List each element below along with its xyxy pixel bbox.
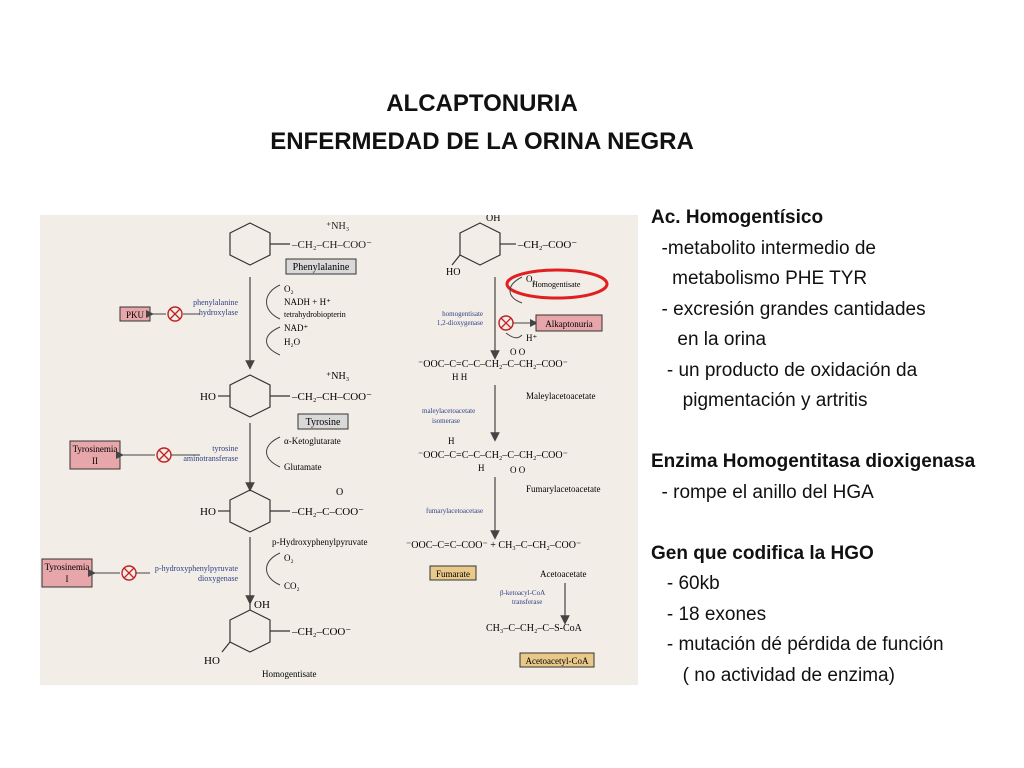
svg-text:–CH₂–COO⁻: –CH₂–COO⁻ [518, 239, 578, 251]
enzyme-scot-2: transferase [512, 598, 543, 606]
panel-spacer [651, 508, 1023, 539]
cofactor-o2-b: O₂ [284, 553, 294, 563]
disease-tyrosinemia-2a: Tyrosinemia [72, 444, 118, 454]
enzyme-hgd-2: 1,2-dioxygenase [436, 319, 483, 327]
enzyme-hgd-1: homogentisate [442, 310, 483, 318]
cofactor-h2o: H₂O [284, 337, 301, 347]
panel-line: pigmentación y artritis [651, 390, 868, 411]
panel-line: Ac. Homogentísico [651, 207, 824, 228]
title-line-2: ENFERMEDAD DE LA ORINA NEGRA [270, 128, 694, 155]
compound-acetoacetate: Acetoacetate [540, 569, 587, 579]
panel-line: -metabolito intermedio de [651, 237, 876, 259]
panel-line: ( no actividad de enzima) [651, 664, 895, 686]
panel-line: - 60kb [651, 573, 720, 594]
cofactor-nad: NAD⁺ [284, 323, 309, 333]
compound-homogentisate-left: Homogentisate [262, 669, 317, 679]
compound-maleylacetoacetate: Maleylacetoacetate [526, 391, 596, 401]
cofactor-o2-hgd: O₂ [526, 274, 536, 284]
enzyme-fah: fumarylacetoacetase [426, 507, 484, 515]
enzyme-phe-hydroxylase-2: hydroxylase [198, 308, 238, 317]
enzyme-phe-hydroxylase-1: phenylalanine [193, 298, 238, 307]
disease-alkaptonuria: Alkaptonuria [545, 319, 593, 329]
panel-line: - mutación dé pérdida de función [651, 634, 944, 655]
svg-text:HO: HO [446, 267, 461, 278]
panel-line: - rompe el anillo del HGA [651, 481, 874, 503]
enzyme-mai-1: maleylacetoacetate [422, 407, 476, 415]
svg-text:OH: OH [486, 215, 501, 224]
disease-tyrosinemia-1a: Tyrosinemia [44, 562, 90, 572]
cofactor-nadh: NADH + H⁺ [284, 297, 331, 307]
phenylalanine-structure [230, 223, 290, 265]
enzyme-tat-2: aminotransferase [183, 454, 238, 463]
disease-tyrosinemia-2b: II [92, 456, 98, 466]
svg-text:⁻OOC–C=C–C–CH₂–C–CH₂–COO⁻: ⁻OOC–C=C–C–CH₂–C–CH₂–COO⁻ [418, 359, 568, 370]
disease-tyrosinemia-1b: I [65, 574, 69, 584]
svg-text:O O: O O [510, 347, 526, 357]
cofactor-bh4: tetrahydrobiopterin [284, 310, 346, 319]
compound-tyrosine: Tyrosine [305, 417, 341, 428]
svg-text:HO: HO [200, 506, 216, 518]
svg-text:CH₃–C–CH₂–C–S-CoA: CH₃–C–CH₂–C–S-CoA [486, 623, 582, 634]
svg-text:H: H [448, 436, 455, 446]
enzyme-mai-2: isomerase [432, 417, 460, 425]
panel-line: - excresión grandes cantidades [651, 298, 926, 320]
title-line-1: ALCAPTONURIA [386, 90, 578, 117]
enzyme-hppd-1: p-hydroxyphenylpyruvate [154, 564, 238, 573]
panel-line: - 18 exones [651, 603, 767, 625]
panel-line: metabolismo PHE TYR [651, 268, 868, 289]
svg-text:⁻OOC–C=C–COO⁻ + CH₃–C–CH₂–COO⁻: ⁻OOC–C=C–COO⁻ + CH₃–C–CH₂–COO⁻ [406, 540, 582, 551]
enzyme-tat-1: tyrosine [212, 444, 238, 453]
svg-text:OH: OH [254, 599, 270, 611]
enzyme-scot-1: β-ketoacyl-CoA [500, 589, 546, 597]
panel-line: Enzima Homogentitasa dioxigenasa [651, 451, 976, 472]
homogentisate-structure-right [452, 223, 516, 265]
svg-text:–CH₂–COO⁻: –CH₂–COO⁻ [292, 626, 352, 638]
panel-line: - un producto de oxidación da [651, 359, 918, 381]
compound-phenylalanine: Phenylalanine [292, 262, 350, 273]
enzyme-hppd-2: dioxygenase [198, 574, 238, 583]
compound-hpp: p-Hydroxyphenylpyruvate [272, 537, 368, 547]
cofactor-glutamate: Glutamate [284, 462, 322, 472]
info-panel [651, 203, 1023, 691]
svg-text:O: O [336, 487, 344, 498]
cofactor-akg: α-Ketoglutarate [284, 436, 341, 446]
svg-text:HO: HO [204, 655, 220, 667]
cofactor-o2: O₂ [284, 284, 294, 294]
compound-homogentisate-right: Homogentisate [532, 280, 581, 289]
compound-acetoacetyl-coa: Acetoacetyl-CoA [525, 656, 589, 666]
panel-spacer [651, 417, 1023, 448]
cofactor-h-hgd: H⁺ [526, 333, 538, 343]
compound-fumarylacetoacetate: Fumarylacetoacetate [526, 484, 601, 494]
svg-text:H: H [478, 463, 485, 473]
svg-text:O O: O O [510, 465, 526, 475]
svg-text:⁻OOC–C=C–C–CH₂–C–CH₂–COO⁻: ⁻OOC–C=C–C–CH₂–C–CH₂–COO⁻ [418, 450, 568, 461]
panel-line: en la orina [651, 329, 767, 350]
compound-fumarate: Fumarate [436, 569, 470, 579]
svg-text:HO: HO [200, 391, 216, 403]
svg-text:H H: H H [452, 372, 468, 382]
svg-text:⁺NH₃: ⁺NH₃ [326, 221, 350, 232]
hpp-structure [218, 490, 290, 532]
svg-text:–CH₂–CH–COO⁻: –CH₂–CH–COO⁻ [292, 239, 372, 251]
svg-text:–CH₂–CH–COO⁻: –CH₂–CH–COO⁻ [292, 391, 372, 403]
disease-pku: PKU [125, 310, 145, 320]
svg-text:–CH₂–C–COO⁻: –CH₂–C–COO⁻ [292, 506, 364, 518]
panel-line: Gen que codifica la HGO [651, 542, 874, 564]
pathway-figure [40, 215, 638, 685]
tyrosine-structure [218, 375, 290, 417]
svg-text:⁺NH₃: ⁺NH₃ [326, 371, 350, 382]
cofactor-co2: CO₂ [284, 581, 300, 591]
